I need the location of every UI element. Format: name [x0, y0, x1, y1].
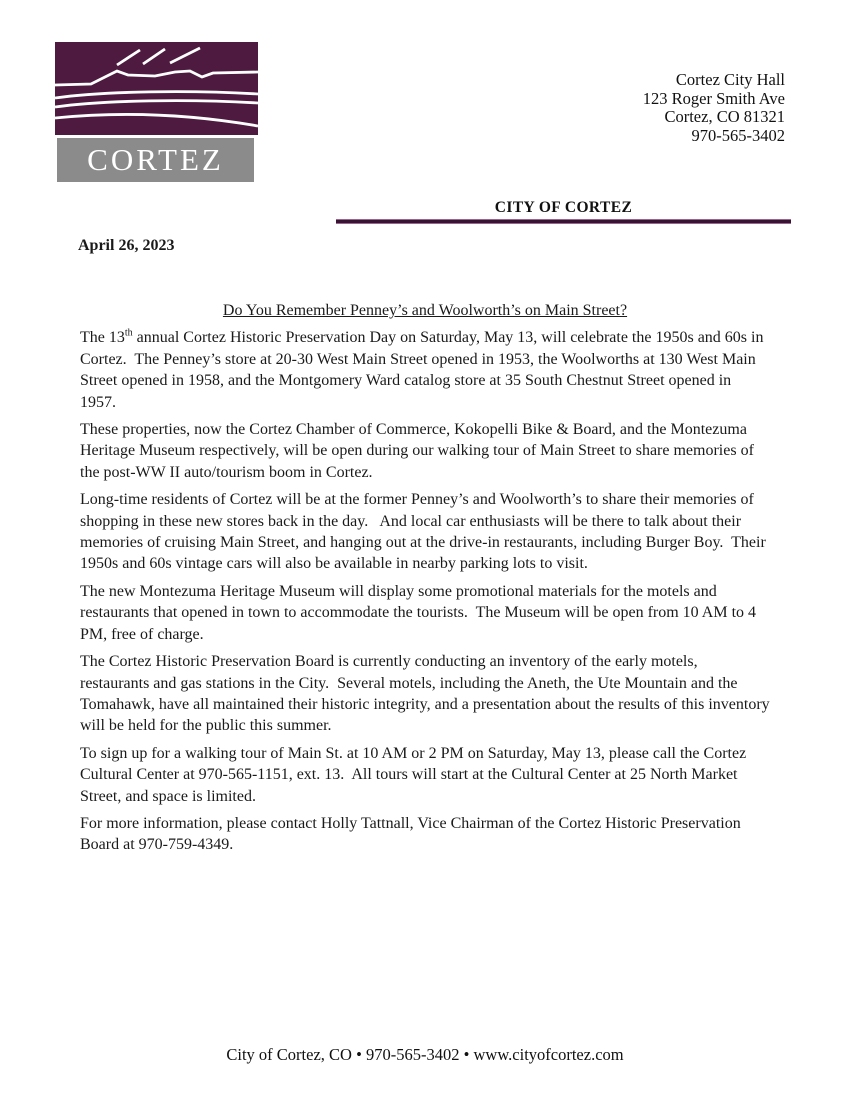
- masthead-rule: [336, 219, 791, 224]
- ordinal-superscript: th: [124, 328, 133, 340]
- paragraph-3: Long-time residents of Cortez will be at the former Penney’s and Woolworth’s to share their memories of shopping in these new stores back in the day. And local car enthusiasts will be there to talk about their memories of cruising Main Street, and hanging out at the drive-in restaurants, including Burger Boy. Their 1950s and 60s vintage cars will also be available in nearby parking lots to visit.: [80, 491, 770, 573]
- letter-body: [80, 300, 774, 862]
- page-footer: City of Cortez, CO • 970-565-3402 • www.cityofcortez.com: [226, 1045, 624, 1064]
- letterhead-org: Cortez City Hall: [675, 70, 785, 89]
- dateline: April 26, 2023: [78, 237, 175, 254]
- paragraph-4: The new Montezuma Heritage Museum will display some promotional materials for the motels and restaurants that opened in town to accommodate the tourists. The Museum will be open from 10 AM to 4 PM, free of charge.: [80, 582, 761, 643]
- paragraph-6: To sign up for a walking tour of Main St. at 10 AM or 2 PM on Saturday, May 13, please call the Cortez Cultural Center at 970-565-1151, ext. 13. All tours will start at the Cultural Center at 25 North Market Street, and space is limited.: [80, 744, 751, 805]
- cortez-logo: [55, 42, 258, 182]
- letterhead-street: 123 Roger Smith Ave: [642, 88, 785, 108]
- masthead: [336, 199, 791, 224]
- logo-wordmark: CORTEZ: [57, 138, 254, 182]
- letterhead-phone: 970-565-3402: [691, 125, 785, 145]
- paragraph-1-rest: annual Cortez Historic Preservation Day on Saturday, May 13, will celebrate the 1950s and 60s in Cortez. The Penney’s store at 20-30 West Main Street opened in 1953, the Woolworths at 130 West Main Street opened in 1958, and the Montgomery Ward catalog store at 35 South Chestnut Street opened in 1957.: [80, 329, 768, 411]
- headline: Do You Remember Penney’s and Woolworth’s on Main Street?: [222, 302, 628, 319]
- letterhead-city: Cortez, CO 81321: [664, 107, 785, 127]
- paragraph-2: These properties, now the Cortez Chamber of Commerce, Kokopelli Bike & Board, and the Montezuma Heritage Museum respectively, will be open during our walking tour of Main Street to share memories of the post-WW II auto/tourism boom in Cortez.: [80, 421, 758, 481]
- paragraph-7: For more information, please contact Holly Tattnall, Vice Chairman of the Cortez Historic Preservation Board at 970-759-4349.: [80, 814, 745, 854]
- paragraph-5: The Cortez Historic Preservation Board is currently conducting an inventory of the early motels, restaurants and gas stations in the City. Several motels, including the Aneth, the Ute Mountain and the Tomahawk, have all maintained their historic integrity, and a presentation about the results of this inventory will be held for the public this summer.: [80, 653, 774, 735]
- paragraph-1: [80, 327, 770, 413]
- letterhead-address: [643, 71, 785, 145]
- logo-landscape-icon: [55, 42, 258, 135]
- paragraph-1-pre: The 13: [80, 329, 125, 347]
- masthead-title: CITY OF CORTEZ: [494, 199, 633, 216]
- logo-landscape-panel: [55, 42, 258, 135]
